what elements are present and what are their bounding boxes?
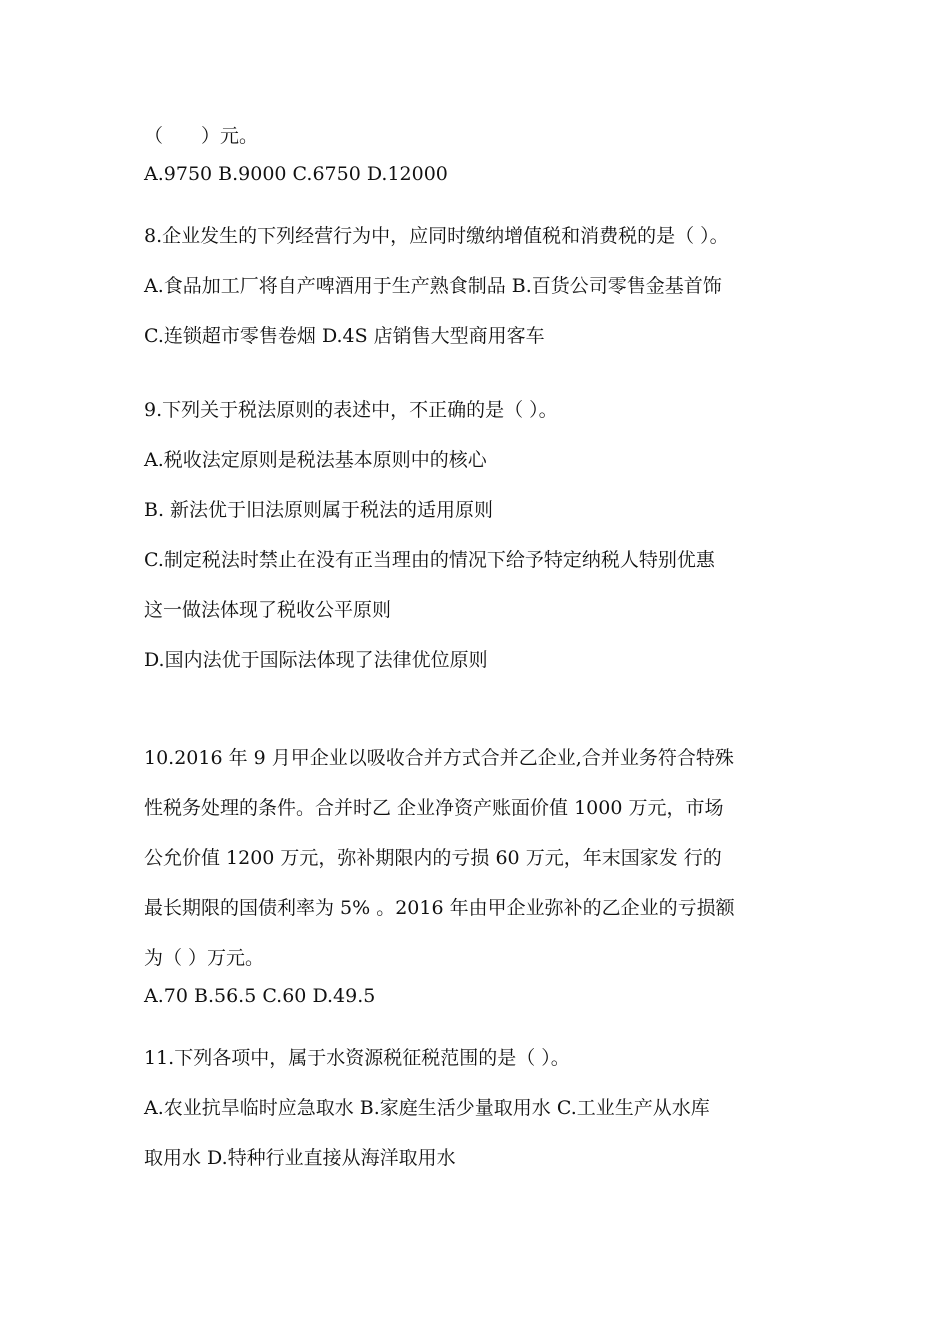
q7-options: A.9750 B.9000 C.6750 D.12000 bbox=[144, 163, 448, 185]
q8-stem: 8.企业发生的下列经营行为中，应同时缴纳增值税和消费税的是（ ）。 bbox=[144, 225, 729, 247]
q7-stem-end: （ ）元。 bbox=[144, 125, 259, 147]
q10-stem-line5: 为（ ）万元。 bbox=[144, 947, 265, 969]
q10-stem-line4: 最长期限的国债利率为 5% 。2016 年由甲企业弥补的乙企业的亏损额 bbox=[144, 897, 735, 919]
q10-stem-line2: 性税务处理的条件。合并时乙 企业净资产账面价值 1000 万元，市场 bbox=[144, 797, 724, 819]
q9-option-c-line2: 这一做法体现了税收公平原则 bbox=[144, 599, 392, 621]
q9-option-a: A.税收法定原则是税法基本原则中的核心 bbox=[144, 449, 487, 471]
q10-stem-line1: 10.2016 年 9 月甲企业以吸收合并方式合并乙企业,合并业务符合特殊 bbox=[144, 747, 734, 769]
q10-options: A.70 B.56.5 C.60 D.49.5 bbox=[144, 985, 376, 1007]
q11-options-line1: A.农业抗旱临时应急取水 B.家庭生活少量取用水 C.工业生产从水库 bbox=[144, 1097, 710, 1119]
q10-stem-line3: 公允价值 1200 万元，弥补期限内的亏损 60 万元，年末国家发 行的 bbox=[144, 847, 722, 869]
q8-options-line2: C.连锁超市零售卷烟 D.4S 店销售大型商用客车 bbox=[144, 325, 545, 347]
q9-stem: 9.下列关于税法原则的表述中，不正确的是（ ）。 bbox=[144, 399, 558, 421]
q9-option-c-line1: C.制定税法时禁止在没有正当理由的情况下给予特定纳税人特别优惠 bbox=[144, 549, 715, 571]
q9-option-d: D.国内法优于国际法体现了法律优位原则 bbox=[144, 649, 488, 671]
q11-options-line2: 取用水 D.特种行业直接从海洋取用水 bbox=[144, 1147, 456, 1169]
q9-option-b: B. 新法优于旧法原则属于税法的适用原则 bbox=[144, 499, 494, 521]
q8-options-line1: A.食品加工厂将自产啤酒用于生产熟食制品 B.百货公司零售金基首饰 bbox=[144, 275, 722, 297]
q11-stem: 11.下列各项中，属于水资源税征税范围的是（ ）。 bbox=[144, 1047, 570, 1069]
